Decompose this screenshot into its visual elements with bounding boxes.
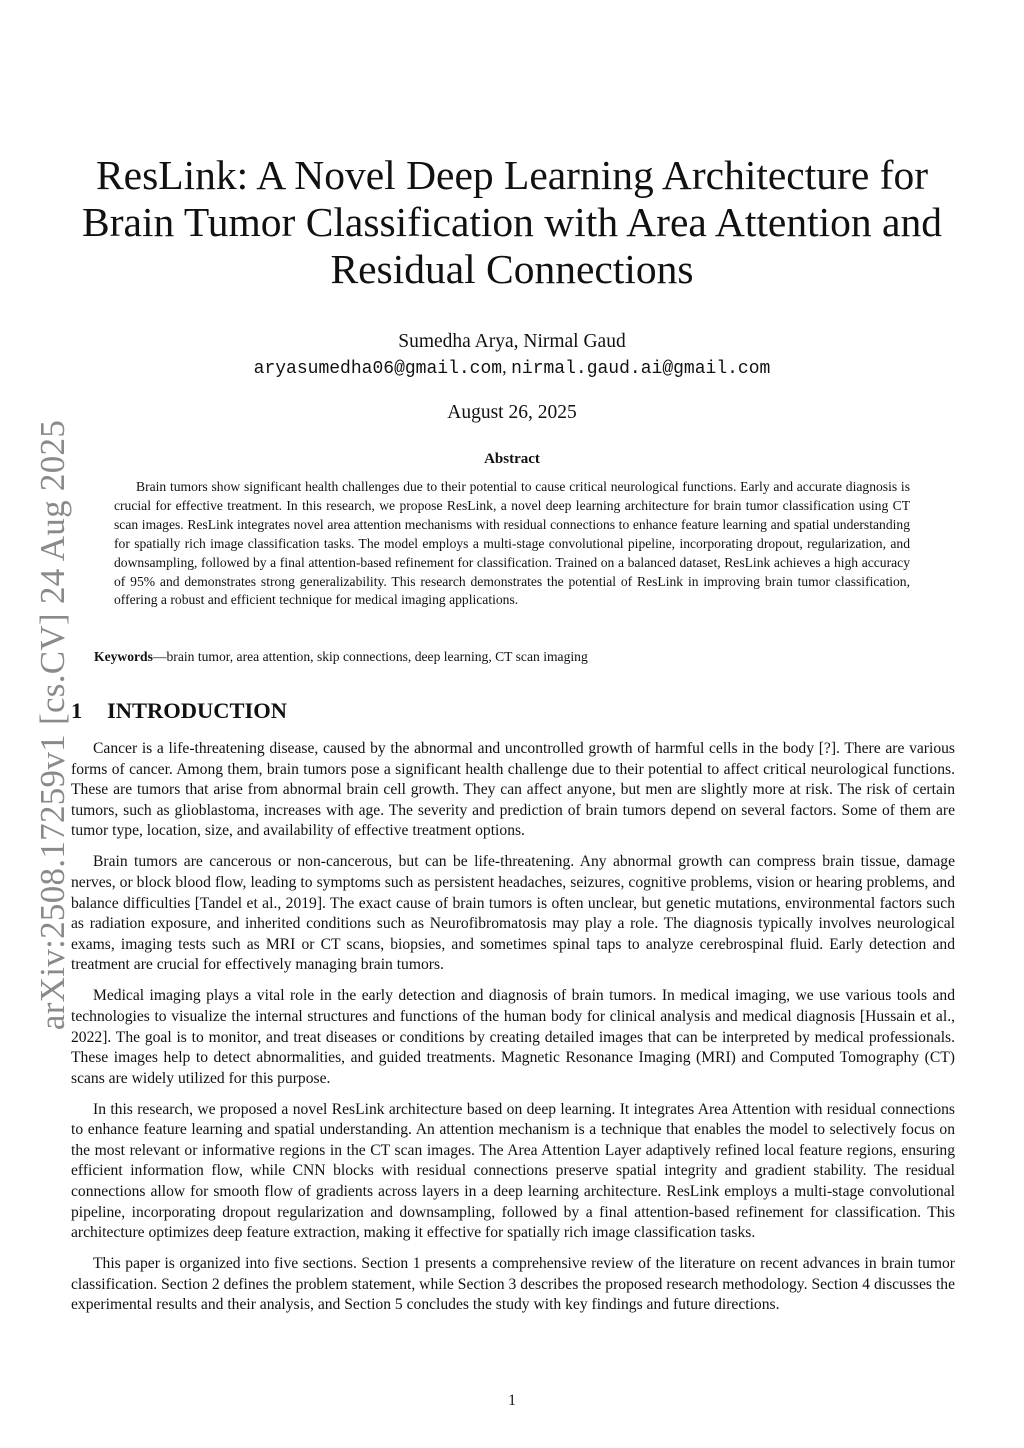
abstract-body: Brain tumors show significant health challenges due to their potential to cause critical neurological functions. Early and accurate diagnosis is crucial for effective treatment. In this research, we propose ResLink, a novel deep learning architecture for brain tumor classification using CT scan images. ResLink integrates novel area attention mechanisms with residual connections to enhance feature learning and spatial understanding for spatially rich image classification tasks. The model employs a multi-stage convolutional pipeline, incorporating dropout, regularization, and downsampling, followed by a final attention-based refinement for classification. Trained on a balanced dataset, ResLink achieves a high accuracy of 95% and demonstrates strong generalizability. This research demonstrates the potential of ResLink in improving brain tumor classification, offering a robust and efficient technique for medical imaging applications. — [114, 479, 910, 608]
keywords-label: Keywords — [94, 649, 153, 664]
email-2[interactable]: nirmal.gaud.ai@gmail.com — [511, 359, 771, 379]
title-line-1: ResLink: A Novel Deep Learning Architecture for — [95, 152, 929, 198]
arxiv-identifier-text: arXiv:2508.17259v1 [cs.CV] 24 Aug 2025 — [33, 419, 72, 1031]
paragraph-2: Brain tumors are cancerous or non-cancerous, but can be life-threatening. Any abnormal growth can compress brain tissue, damage nerves, or block blood flow, leading to symptoms such as persistent headaches, seizures, cognitive problems, vision or hearing problems, and balance difficulties [Tandel et al., 2019]. The exact cause of brain tumors is often unclear, but genetic mutations, environmental factors such as radiation exposure, and inherited conditions such as Neurofibromatosis may play a role. The diagnosis typically involves neurological exams, imaging tests such as MRI or CT scans, biopsies, and sometimes spinal taps to analyze cerebrospinal fluid. Early detection and treatment are crucial for effectively managing brain tumors. — [71, 853, 955, 974]
email-1[interactable]: aryasumedha06@gmail.com — [253, 359, 503, 379]
keywords-list: brain tumor, area attention, skip connections, deep learning, CT scan imaging — [166, 649, 588, 664]
publication-date: August 26, 2025 — [447, 402, 577, 423]
introduction-body — [71, 739, 955, 1326]
section-number: 1 — [71, 698, 83, 723]
abstract-heading: Abstract — [484, 451, 540, 467]
paragraph-3: Medical imaging plays a vital role in the early detection and diagnosis of brain tumors. In medical imaging, we use various tools and technologies to visualize the internal structures and functions of the human body for clinical analysis and medical diagnosis [Hussain et al., 2022]. The goal is to monitor, and treat diseases or conditions by creating detailed images that can be interpreted by medical professionals. These images help to detect abnormalities, and guided treatments. Magnetic Resonance Imaging (MRI) and Computed Tomography (CT) scans are widely utilized for this purpose. — [71, 987, 955, 1087]
paper-title — [60, 152, 964, 293]
keywords-dash: — — [152, 649, 167, 664]
keywords-line — [94, 647, 954, 666]
title-line-2: Brain Tumor Classification with Area Attention and — [82, 199, 942, 245]
page-number: 1 — [508, 1392, 516, 1409]
paragraph-1: Cancer is a life-threatening disease, caused by the abnormal and uncontrolled growth of harmful cells in the body [?]. There are various forms of cancer. Among them, brain tumors pose a significant health challenge due to their potential to affect critical neurological functions. These are tumors that arise from abnormal brain cell growth. They can affect anyone, but men are slightly more at risk. The risk of certain tumors, such as glioblastoma, increases with age. The severity and prediction of brain tumors depend on several factors. Some of them are tumor type, location, size, and availability of effective treatment options. — [71, 740, 955, 840]
section-title: INTRODUCTION — [107, 698, 288, 723]
title-line-3: Residual Connections — [330, 246, 694, 292]
author-emails — [60, 355, 964, 381]
section-heading-introduction — [71, 697, 287, 725]
email-separator: , — [502, 357, 512, 377]
paragraph-4: In this research, we proposed a novel ResLink architecture based on deep learning. It integrates Area Attention with residual connections to enhance feature learning and spatial understanding. An attention mechanism is a technique that enables the model to selectively focus on the most relevant or informative regions in the CT scan images. The Area Attention Layer adaptively refined local feature regions, ensuring efficient information flow, while CNN blocks with residual connections preserve spatial integrity and gradient stability. The residual connections allow for smooth flow of gradients across layers in a deep learning architecture. ResLink employs a multi-stage convolutional pipeline, incorporating dropout regularization and downsampling, followed by a final attention-based refinement for classification. This architecture optimizes deep feature extraction, making it effective for spatially rich image classification tasks. — [71, 1100, 955, 1242]
author-names: Sumedha Arya, Nirmal Gaud — [398, 331, 626, 352]
paragraph-5: This paper is organized into five sections. Section 1 presents a comprehensive review of the literature on recent advances in brain tumor classification. Section 2 defines the problem statement, while Section 3 describes the proposed research methodology. Section 4 discusses the experimental results and their analysis, and Section 5 concludes the study with key findings and future directions. — [71, 1255, 955, 1314]
